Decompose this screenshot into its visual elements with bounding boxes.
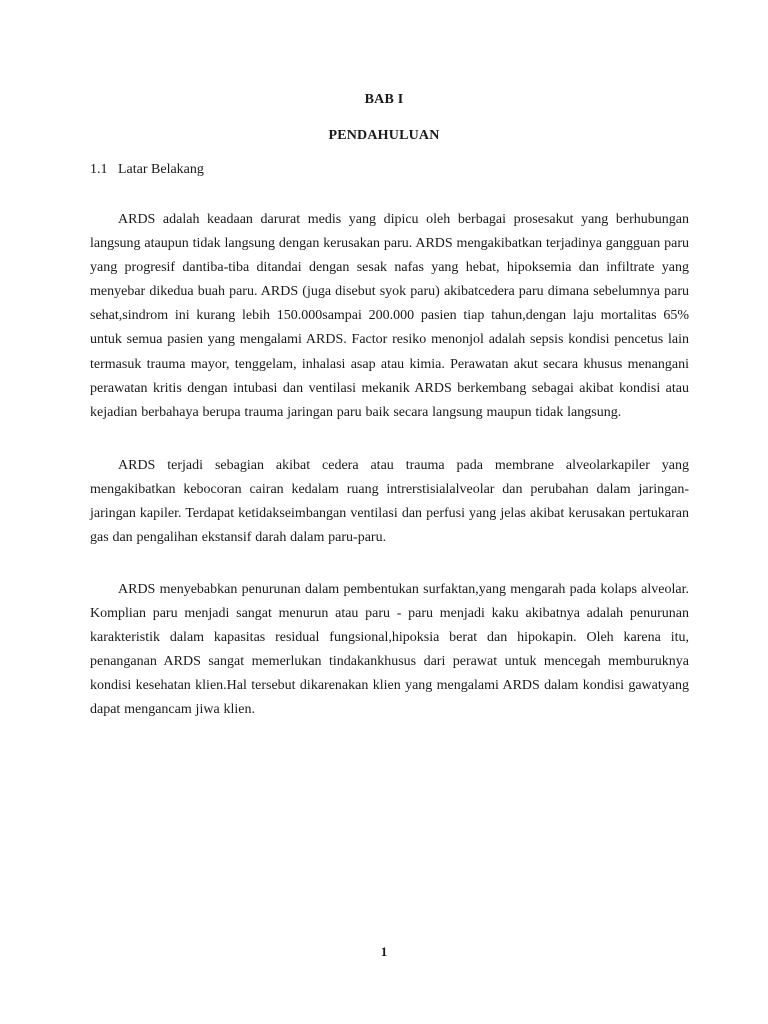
section-number: 1.1 [90, 162, 108, 177]
section-heading [90, 162, 204, 178]
section-title: Latar Belakang [118, 162, 204, 177]
chapter-heading: BAB I [364, 92, 404, 107]
chapter-title: PENDAHULUAN [328, 128, 440, 143]
page-number: 1 [380, 944, 388, 959]
paragraph-1: ARDS adalah keadaan darurat medis yang dipicu oleh berbagai prosesakut yang berhubungan langsung ataupun tidak langsung dengan kerusakan paru. ARDS mengakibatkan terjadinya gangguan paru yang progresif dantiba-tiba ditandai dengan sesak nafas yang hebat, hipoksemia dan infiltrate yang menyebar dikedua buah paru. ARDS (juga disebut syok paru) akibatcedera paru dimana sebelumnya paru sehat,sindrom ini kurang lebih 150.000sampai 200.000 pasien tiap tahun,dengan laju mortalitas 65% untuk semua pasien yang mengalami ARDS. Factor resiko menonjol adalah sepsis kondisi pencetus lain termasuk trauma mayor, tenggelam, inhalasi asap atau kimia. Perawatan akut secara khusus menangani perawatan kritis dengan intubasi dan ventilasi mekanik ARDS berkembang sebagai akibat kondisi atau kejadian berbahaya berupa trauma jaringan paru baik secara langsung maupun tidak langsung. [90, 212, 689, 420]
paragraph-2: ARDS terjadi sebagian akibat cedera atau trauma pada membrane alveolarkapiler yang mengakibatkan kebocoran cairan kedalam ruang intrerstisialalveolar dan perubahan dalam jaringan-jaringan kapiler. Terdapat ketidakseimbangan ventilasi dan perfusi yang jelas akibat kerusakan pertukaran gas dan pengalihan ekstansif darah dalam paru-paru. [90, 458, 689, 546]
paragraph-3: ARDS menyebabkan penurunan dalam pembentukan surfaktan,yang mengarah pada kolaps alveolar. Komplian paru menjadi sangat menurun atau paru - paru menjadi kaku akibatnya adalah penurunan karakteristik dalam kapasitas residual fungsional,hipoksia berat dan hipokapin. Oleh karena itu, penanganan ARDS sangat memerlukan tindakankhusus dari perawat untuk mencegah memburuknya kondisi kesehatan klien.Hal tersebut dikarenakan klien yang mengalami ARDS dalam kondisi gawatyang dapat mengancam jiwa klien. [90, 582, 689, 718]
